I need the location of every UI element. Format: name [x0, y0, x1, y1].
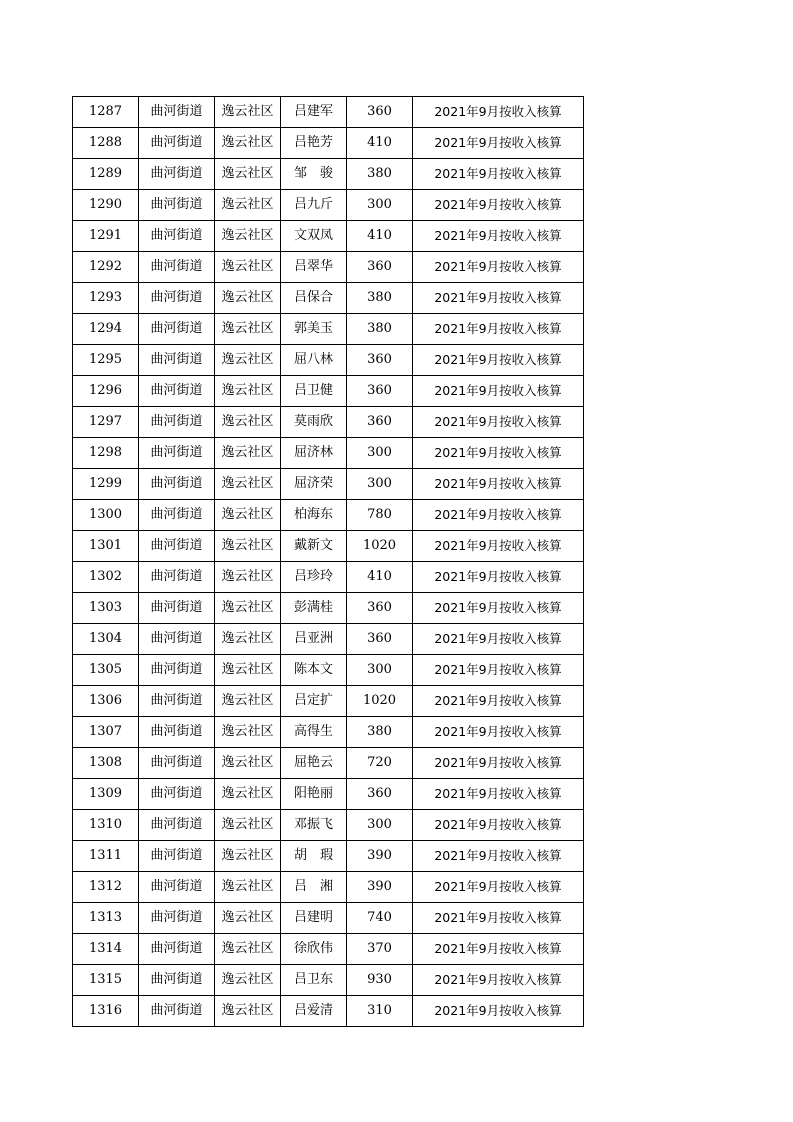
cell-number: 1295	[73, 345, 139, 376]
cell-name: 吕 湘	[281, 872, 347, 903]
cell-amount: 360	[347, 779, 413, 810]
cell-name: 屈八林	[281, 345, 347, 376]
cell-number: 1310	[73, 810, 139, 841]
cell-note: 2021年9月按收入核算	[413, 190, 584, 221]
cell-number: 1306	[73, 686, 139, 717]
cell-name: 吕卫东	[281, 965, 347, 996]
cell-number: 1307	[73, 717, 139, 748]
cell-street: 曲河街道	[139, 469, 215, 500]
cell-street: 曲河街道	[139, 810, 215, 841]
cell-note: 2021年9月按收入核算	[413, 345, 584, 376]
cell-street: 曲河街道	[139, 903, 215, 934]
cell-community: 逸云社区	[215, 996, 281, 1027]
cell-number: 1302	[73, 562, 139, 593]
table-row	[73, 996, 584, 1027]
cell-street: 曲河街道	[139, 779, 215, 810]
cell-note: 2021年9月按收入核算	[413, 903, 584, 934]
table-row	[73, 965, 584, 996]
cell-amount: 930	[347, 965, 413, 996]
cell-name: 胡 瑕	[281, 841, 347, 872]
table-row	[73, 159, 584, 190]
cell-amount: 380	[347, 314, 413, 345]
cell-community: 逸云社区	[215, 810, 281, 841]
cell-number: 1298	[73, 438, 139, 469]
cell-community: 逸云社区	[215, 190, 281, 221]
cell-number: 1304	[73, 624, 139, 655]
cell-note: 2021年9月按收入核算	[413, 655, 584, 686]
cell-community: 逸云社区	[215, 314, 281, 345]
cell-note: 2021年9月按收入核算	[413, 624, 584, 655]
cell-note: 2021年9月按收入核算	[413, 283, 584, 314]
cell-amount: 780	[347, 500, 413, 531]
table-row	[73, 903, 584, 934]
cell-amount: 360	[347, 593, 413, 624]
cell-amount: 300	[347, 469, 413, 500]
cell-name: 邹 骏	[281, 159, 347, 190]
cell-name: 吕亚洲	[281, 624, 347, 655]
cell-note: 2021年9月按收入核算	[413, 531, 584, 562]
cell-street: 曲河街道	[139, 407, 215, 438]
cell-name: 吕卫健	[281, 376, 347, 407]
table-row	[73, 655, 584, 686]
cell-name: 文双凤	[281, 221, 347, 252]
table-row	[73, 531, 584, 562]
cell-street: 曲河街道	[139, 965, 215, 996]
cell-number: 1316	[73, 996, 139, 1027]
cell-amount: 360	[347, 97, 413, 128]
table-row	[73, 717, 584, 748]
table-row	[73, 810, 584, 841]
cell-street: 曲河街道	[139, 314, 215, 345]
cell-street: 曲河街道	[139, 345, 215, 376]
cell-community: 逸云社区	[215, 655, 281, 686]
cell-number: 1290	[73, 190, 139, 221]
cell-amount: 360	[347, 345, 413, 376]
cell-name: 屈艳云	[281, 748, 347, 779]
cell-note: 2021年9月按收入核算	[413, 717, 584, 748]
table-row	[73, 748, 584, 779]
cell-number: 1291	[73, 221, 139, 252]
cell-name: 柏海东	[281, 500, 347, 531]
cell-note: 2021年9月按收入核算	[413, 841, 584, 872]
cell-community: 逸云社区	[215, 562, 281, 593]
cell-name: 吕定扩	[281, 686, 347, 717]
cell-name: 徐欣伟	[281, 934, 347, 965]
cell-community: 逸云社区	[215, 779, 281, 810]
cell-note: 2021年9月按收入核算	[413, 686, 584, 717]
cell-number: 1289	[73, 159, 139, 190]
cell-name: 屈济林	[281, 438, 347, 469]
cell-number: 1287	[73, 97, 139, 128]
cell-number: 1308	[73, 748, 139, 779]
cell-street: 曲河街道	[139, 934, 215, 965]
cell-amount: 310	[347, 996, 413, 1027]
cell-amount: 380	[347, 283, 413, 314]
cell-note: 2021年9月按收入核算	[413, 159, 584, 190]
cell-number: 1313	[73, 903, 139, 934]
cell-community: 逸云社区	[215, 376, 281, 407]
cell-street: 曲河街道	[139, 283, 215, 314]
cell-community: 逸云社区	[215, 221, 281, 252]
cell-name: 高得生	[281, 717, 347, 748]
cell-name: 吕艳芳	[281, 128, 347, 159]
table-row	[73, 438, 584, 469]
cell-note: 2021年9月按收入核算	[413, 748, 584, 779]
cell-number: 1312	[73, 872, 139, 903]
table-row	[73, 345, 584, 376]
table-row	[73, 190, 584, 221]
cell-number: 1296	[73, 376, 139, 407]
cell-number: 1294	[73, 314, 139, 345]
cell-amount: 370	[347, 934, 413, 965]
table-row	[73, 934, 584, 965]
cell-name: 郭美玉	[281, 314, 347, 345]
cell-amount: 380	[347, 717, 413, 748]
cell-note: 2021年9月按收入核算	[413, 128, 584, 159]
cell-note: 2021年9月按收入核算	[413, 934, 584, 965]
cell-note: 2021年9月按收入核算	[413, 438, 584, 469]
cell-amount: 360	[347, 407, 413, 438]
cell-street: 曲河街道	[139, 128, 215, 159]
cell-street: 曲河街道	[139, 686, 215, 717]
cell-name: 戴新文	[281, 531, 347, 562]
cell-note: 2021年9月按收入核算	[413, 562, 584, 593]
cell-number: 1309	[73, 779, 139, 810]
table-row	[73, 221, 584, 252]
cell-community: 逸云社区	[215, 469, 281, 500]
table-row	[73, 841, 584, 872]
cell-number: 1311	[73, 841, 139, 872]
cell-street: 曲河街道	[139, 717, 215, 748]
table-row	[73, 283, 584, 314]
table-row	[73, 97, 584, 128]
cell-number: 1299	[73, 469, 139, 500]
cell-street: 曲河街道	[139, 190, 215, 221]
cell-community: 逸云社区	[215, 965, 281, 996]
cell-community: 逸云社区	[215, 283, 281, 314]
cell-amount: 300	[347, 655, 413, 686]
cell-community: 逸云社区	[215, 438, 281, 469]
cell-note: 2021年9月按收入核算	[413, 872, 584, 903]
cell-community: 逸云社区	[215, 128, 281, 159]
table-row	[73, 686, 584, 717]
cell-community: 逸云社区	[215, 407, 281, 438]
cell-community: 逸云社区	[215, 686, 281, 717]
cell-amount: 360	[347, 624, 413, 655]
cell-community: 逸云社区	[215, 345, 281, 376]
cell-name: 阳艳丽	[281, 779, 347, 810]
cell-street: 曲河街道	[139, 655, 215, 686]
cell-community: 逸云社区	[215, 717, 281, 748]
table-row	[73, 128, 584, 159]
table-body	[73, 97, 584, 1027]
cell-note: 2021年9月按收入核算	[413, 593, 584, 624]
cell-street: 曲河街道	[139, 624, 215, 655]
cell-name: 吕建明	[281, 903, 347, 934]
cell-street: 曲河街道	[139, 159, 215, 190]
cell-community: 逸云社区	[215, 531, 281, 562]
cell-number: 1297	[73, 407, 139, 438]
cell-amount: 1020	[347, 686, 413, 717]
cell-name: 屈济荣	[281, 469, 347, 500]
cell-amount: 300	[347, 810, 413, 841]
cell-note: 2021年9月按收入核算	[413, 252, 584, 283]
document-page	[72, 96, 584, 1027]
cell-amount: 300	[347, 438, 413, 469]
cell-name: 莫雨欣	[281, 407, 347, 438]
cell-number: 1314	[73, 934, 139, 965]
cell-amount: 300	[347, 190, 413, 221]
cell-number: 1288	[73, 128, 139, 159]
cell-amount: 410	[347, 562, 413, 593]
cell-note: 2021年9月按收入核算	[413, 779, 584, 810]
cell-street: 曲河街道	[139, 748, 215, 779]
cell-amount: 390	[347, 872, 413, 903]
cell-name: 吕保合	[281, 283, 347, 314]
cell-street: 曲河街道	[139, 221, 215, 252]
cell-amount: 740	[347, 903, 413, 934]
table-row	[73, 407, 584, 438]
cell-community: 逸云社区	[215, 97, 281, 128]
table-row	[73, 562, 584, 593]
cell-number: 1293	[73, 283, 139, 314]
cell-community: 逸云社区	[215, 624, 281, 655]
cell-street: 曲河街道	[139, 593, 215, 624]
cell-amount: 410	[347, 128, 413, 159]
table-row	[73, 872, 584, 903]
cell-street: 曲河街道	[139, 996, 215, 1027]
cell-name: 彭满桂	[281, 593, 347, 624]
cell-street: 曲河街道	[139, 438, 215, 469]
table-row	[73, 593, 584, 624]
cell-name: 吕翠华	[281, 252, 347, 283]
cell-amount: 390	[347, 841, 413, 872]
cell-amount: 360	[347, 376, 413, 407]
table-row	[73, 779, 584, 810]
cell-note: 2021年9月按收入核算	[413, 97, 584, 128]
cell-number: 1292	[73, 252, 139, 283]
cell-note: 2021年9月按收入核算	[413, 996, 584, 1027]
cell-community: 逸云社区	[215, 159, 281, 190]
cell-street: 曲河街道	[139, 97, 215, 128]
cell-name: 邓振飞	[281, 810, 347, 841]
cell-number: 1305	[73, 655, 139, 686]
cell-name: 吕爱清	[281, 996, 347, 1027]
cell-amount: 720	[347, 748, 413, 779]
cell-community: 逸云社区	[215, 500, 281, 531]
table-row	[73, 500, 584, 531]
cell-amount: 410	[347, 221, 413, 252]
cell-street: 曲河街道	[139, 562, 215, 593]
cell-amount: 380	[347, 159, 413, 190]
cell-community: 逸云社区	[215, 748, 281, 779]
cell-community: 逸云社区	[215, 872, 281, 903]
cell-note: 2021年9月按收入核算	[413, 810, 584, 841]
cell-amount: 360	[347, 252, 413, 283]
cell-street: 曲河街道	[139, 841, 215, 872]
table-row	[73, 252, 584, 283]
cell-amount: 1020	[347, 531, 413, 562]
cell-community: 逸云社区	[215, 934, 281, 965]
cell-note: 2021年9月按收入核算	[413, 965, 584, 996]
cell-community: 逸云社区	[215, 252, 281, 283]
cell-note: 2021年9月按收入核算	[413, 407, 584, 438]
table-row	[73, 314, 584, 345]
cell-note: 2021年9月按收入核算	[413, 314, 584, 345]
cell-street: 曲河街道	[139, 531, 215, 562]
cell-community: 逸云社区	[215, 841, 281, 872]
table-row	[73, 469, 584, 500]
cell-community: 逸云社区	[215, 903, 281, 934]
cell-note: 2021年9月按收入核算	[413, 469, 584, 500]
cell-number: 1300	[73, 500, 139, 531]
cell-street: 曲河街道	[139, 500, 215, 531]
cell-street: 曲河街道	[139, 872, 215, 903]
cell-note: 2021年9月按收入核算	[413, 221, 584, 252]
cell-street: 曲河街道	[139, 376, 215, 407]
table-row	[73, 376, 584, 407]
cell-community: 逸云社区	[215, 593, 281, 624]
allowance-table	[72, 96, 584, 1027]
cell-name: 吕珍玲	[281, 562, 347, 593]
cell-note: 2021年9月按收入核算	[413, 376, 584, 407]
cell-number: 1301	[73, 531, 139, 562]
cell-name: 吕建军	[281, 97, 347, 128]
cell-name: 陈本文	[281, 655, 347, 686]
table-row	[73, 624, 584, 655]
cell-name: 吕九斤	[281, 190, 347, 221]
cell-number: 1303	[73, 593, 139, 624]
cell-note: 2021年9月按收入核算	[413, 500, 584, 531]
cell-street: 曲河街道	[139, 252, 215, 283]
cell-number: 1315	[73, 965, 139, 996]
